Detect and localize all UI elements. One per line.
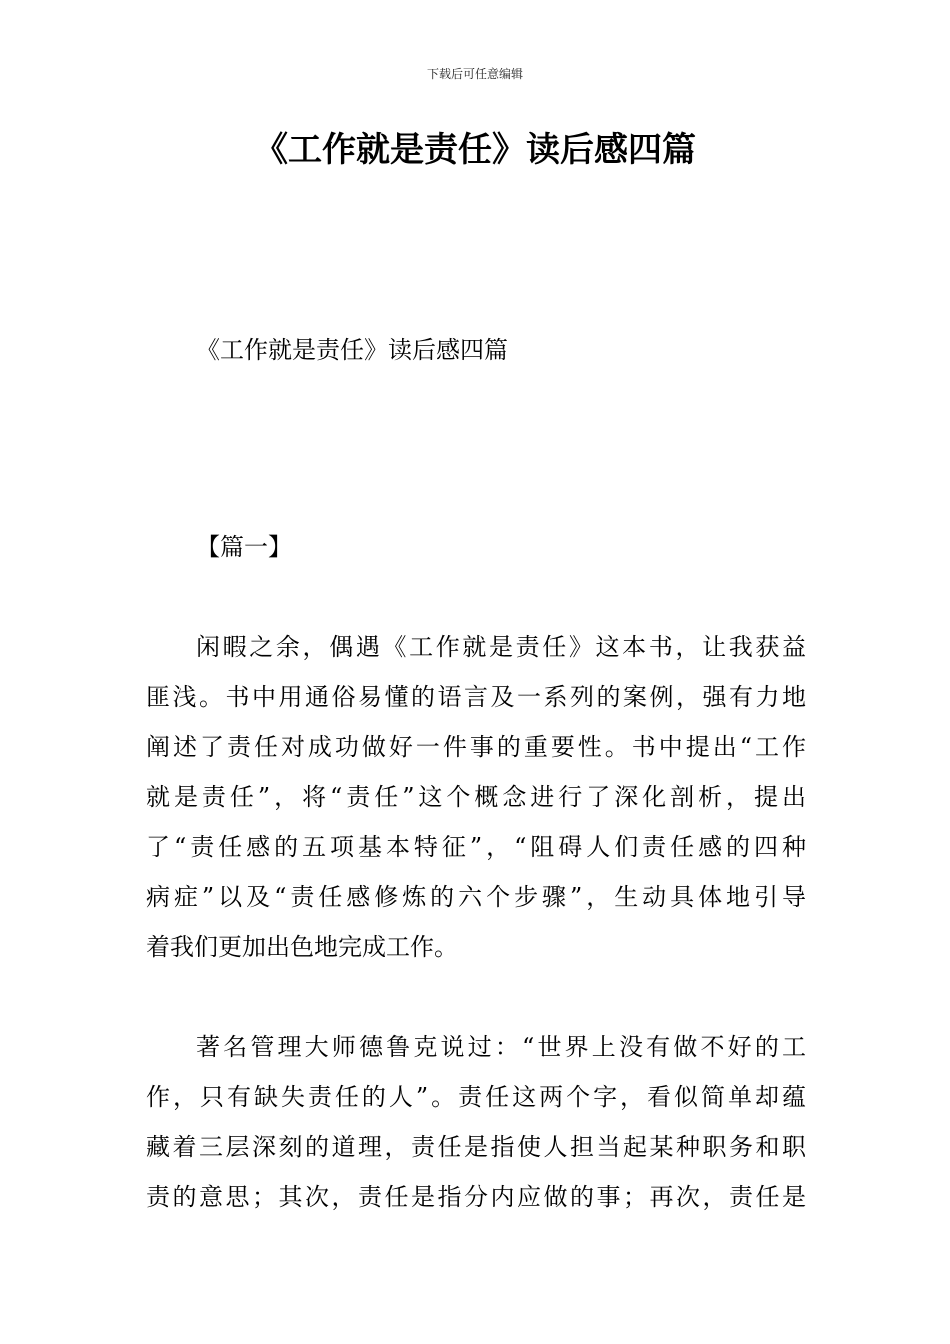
paragraph-line: 病症”以及“责任感修炼的六个步骤”，生动具体地引导 (146, 883, 806, 911)
paragraph-line: 责的意思；其次，责任是指分内应做的事；再次，责任是 (146, 1183, 806, 1211)
paragraph-line: 着我们更加出色地完成工作。 (146, 933, 458, 961)
paragraph-line: 了“责任感的五项基本特征”，“阻碍人们责任感的四种 (146, 833, 806, 861)
paragraph-line: 藏着三层深刻的道理，责任是指使人担当起某种职务和职 (146, 1133, 806, 1161)
paragraph-line: 阐述了责任对成功做好一件事的重要性。书中提出“工作 (146, 733, 806, 761)
document-subtitle: 《工作就是责任》读后感四篇 (196, 336, 508, 364)
document-title: 《工作就是责任》读后感四篇 (254, 130, 696, 170)
paragraph-line: 作，只有缺失责任的人”。责任这两个字，看似简单却蕴 (146, 1083, 806, 1111)
paragraph-2 (146, 1022, 806, 1222)
paragraph-line: 著名管理大师德鲁克说过：“世界上没有做不好的工 (196, 1033, 806, 1061)
header-note: 下载后可任意编辑 (426, 67, 523, 81)
paragraph-line: 闲暇之余，偶遇《工作就是责任》这本书，让我获益 (196, 633, 806, 661)
paragraph-line: 匪浅。书中用通俗易懂的语言及一系列的案例，强有力地 (146, 683, 806, 711)
section-label: 【篇一】 (196, 533, 292, 561)
paragraph-line: 就是责任”，将“责任”这个概念进行了深化剖析，提出 (146, 783, 806, 811)
paragraph-1 (146, 622, 806, 972)
